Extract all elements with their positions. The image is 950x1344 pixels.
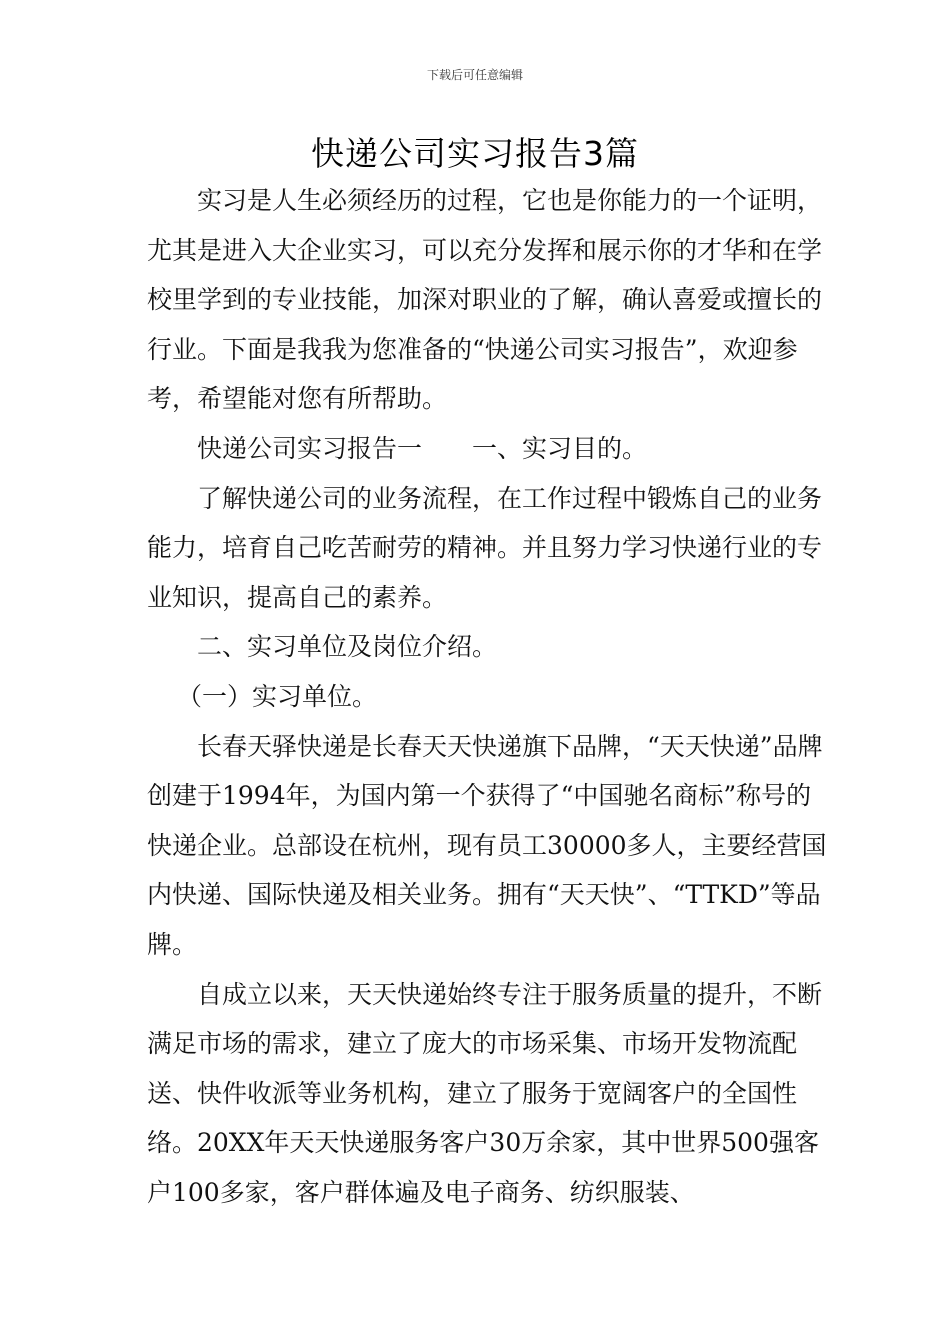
company-intro-paragraph: 长春天驿快递是长春天天快递旗下品牌，“天天快递”品牌创建于1994年，为国内第一个获得了“中国驰名商标”称号的快递企业。总部设在杭州，现有员工30000多人，主要经营国内快递、国际快递及相关业务。拥有“天天快”、“TTKD”等品牌。 — [147, 731, 827, 959]
document-body — [147, 176, 827, 1217]
company-history-paragraph: 自成立以来，天天快递始终专注于服务质量的提升，不断满足市场的需求，建立了庞大的市场采集、市场开发物流配送、快件收派等业务机构，建立了服务于宽阔客户的全国性络。20XX年天天快递服务客户30万余家，其中世界500强客户100多家，客户群体遍及电子商务、纺织服装、 — [147, 979, 823, 1207]
intro-paragraph: 实习是人生必须经历的过程，它也是你能力的一个证明，尤其是进入大企业实习，可以充分发挥和展示你的才华和在学校里学到的专业技能，加深对职业的了解，确认喜爱或擅长的行业。下面是我我为您准备的“快递公司实习报告”，欢迎参考，希望能对您有所帮助。 — [147, 186, 823, 414]
purpose-paragraph: 了解快递公司的业务流程，在工作过程中锻炼自己的业务能力，培育自己吃苦耐劳的精神。并且努力学习快递行业的专业知识，提高自己的素养。 — [147, 483, 823, 612]
subsection-one-heading: （一）实习单位。 — [177, 681, 378, 711]
document-title: 快递公司实习报告3篇 — [311, 134, 639, 173]
report-one-heading: 快递公司实习报告一 一、实习目的。 — [197, 433, 648, 463]
section-two-heading: 二、实习单位及岗位介绍。 — [197, 632, 498, 662]
header-note: 下载后可任意编辑 — [426, 68, 523, 82]
